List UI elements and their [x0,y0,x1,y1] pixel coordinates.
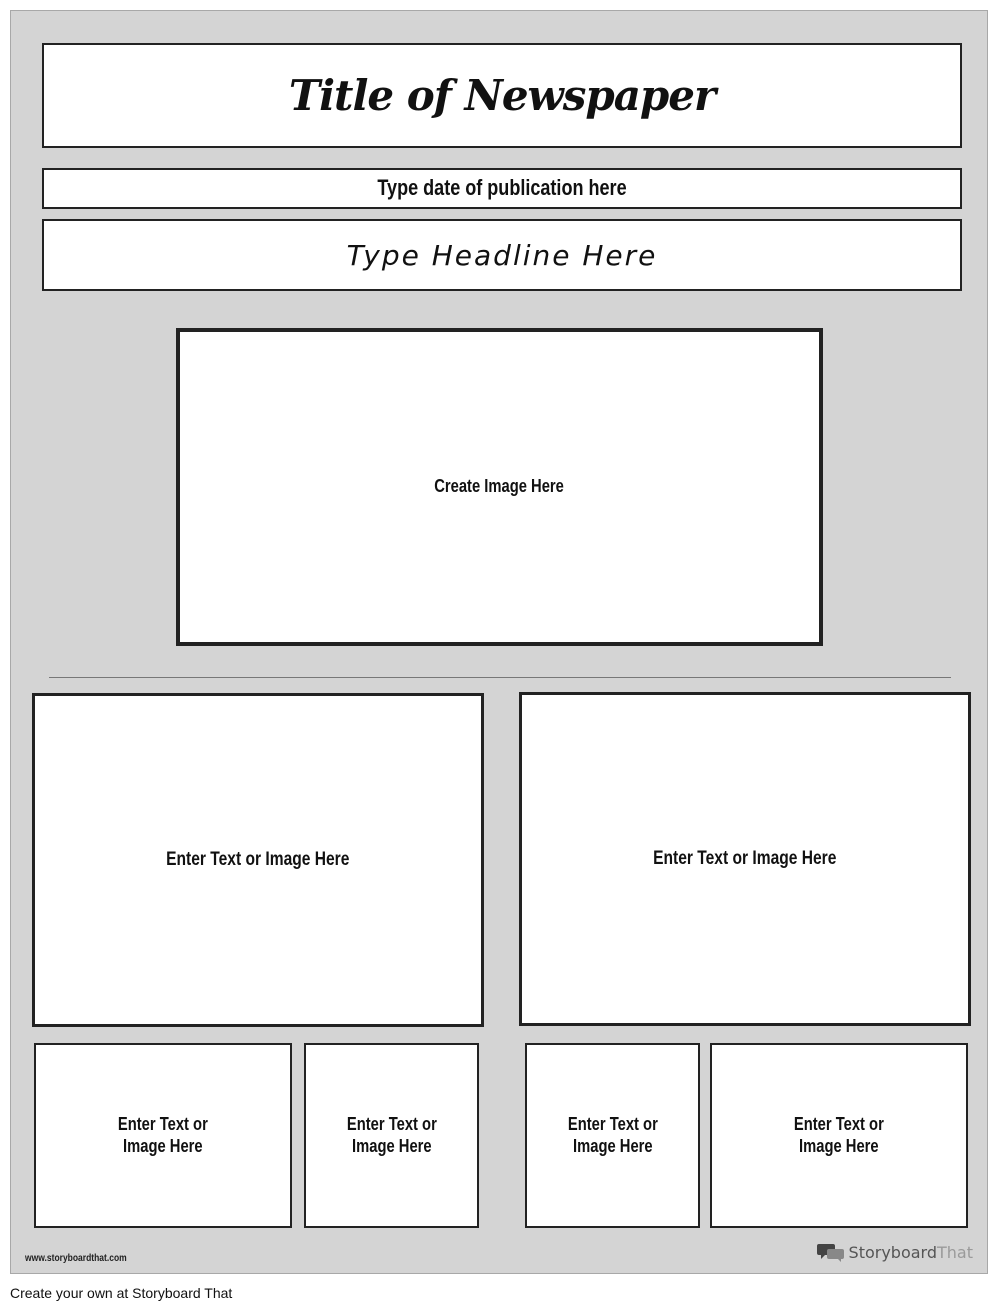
speech-bubbles-icon [817,1241,845,1263]
headline: Type Headline Here [346,238,658,272]
headline-box[interactable] [42,219,962,291]
small-panel-1-label: Enter Text or Image Here [118,1113,208,1156]
large-panel-left-label: Enter Text or Image Here [166,848,350,870]
date-box[interactable] [42,168,962,209]
footer-url: www.storyboardthat.com [25,1253,127,1264]
main-image-box[interactable] [176,328,823,646]
main-image-label: Create Image Here [434,476,565,497]
title-box[interactable] [42,43,962,148]
small-panel-2[interactable] [304,1043,479,1228]
small-panel-4[interactable] [710,1043,968,1228]
small-panel-1[interactable] [34,1043,292,1228]
small-panel-4-label: Enter Text or Image Here [794,1113,884,1156]
small-panel-3[interactable] [525,1043,700,1228]
small-panel-3-label: Enter Text or Image Here [567,1113,658,1156]
large-panel-left[interactable] [32,693,484,1027]
brand-main: Storyboard [848,1242,937,1262]
newspaper-sheet [10,10,988,1274]
large-panel-right-label: Enter Text or Image Here [653,847,837,869]
brand-light: That [937,1242,973,1262]
small-panel-2-label: Enter Text or Image Here [346,1113,437,1156]
storyboardthat-logo [817,1241,973,1263]
large-panel-right[interactable] [519,692,971,1026]
newspaper-title: Title of Newspaper [288,71,716,120]
publication-date: Type date of publication here [377,175,627,201]
section-divider [49,677,951,678]
bottom-caption[interactable]: Create your own at Storyboard That [10,1285,233,1301]
